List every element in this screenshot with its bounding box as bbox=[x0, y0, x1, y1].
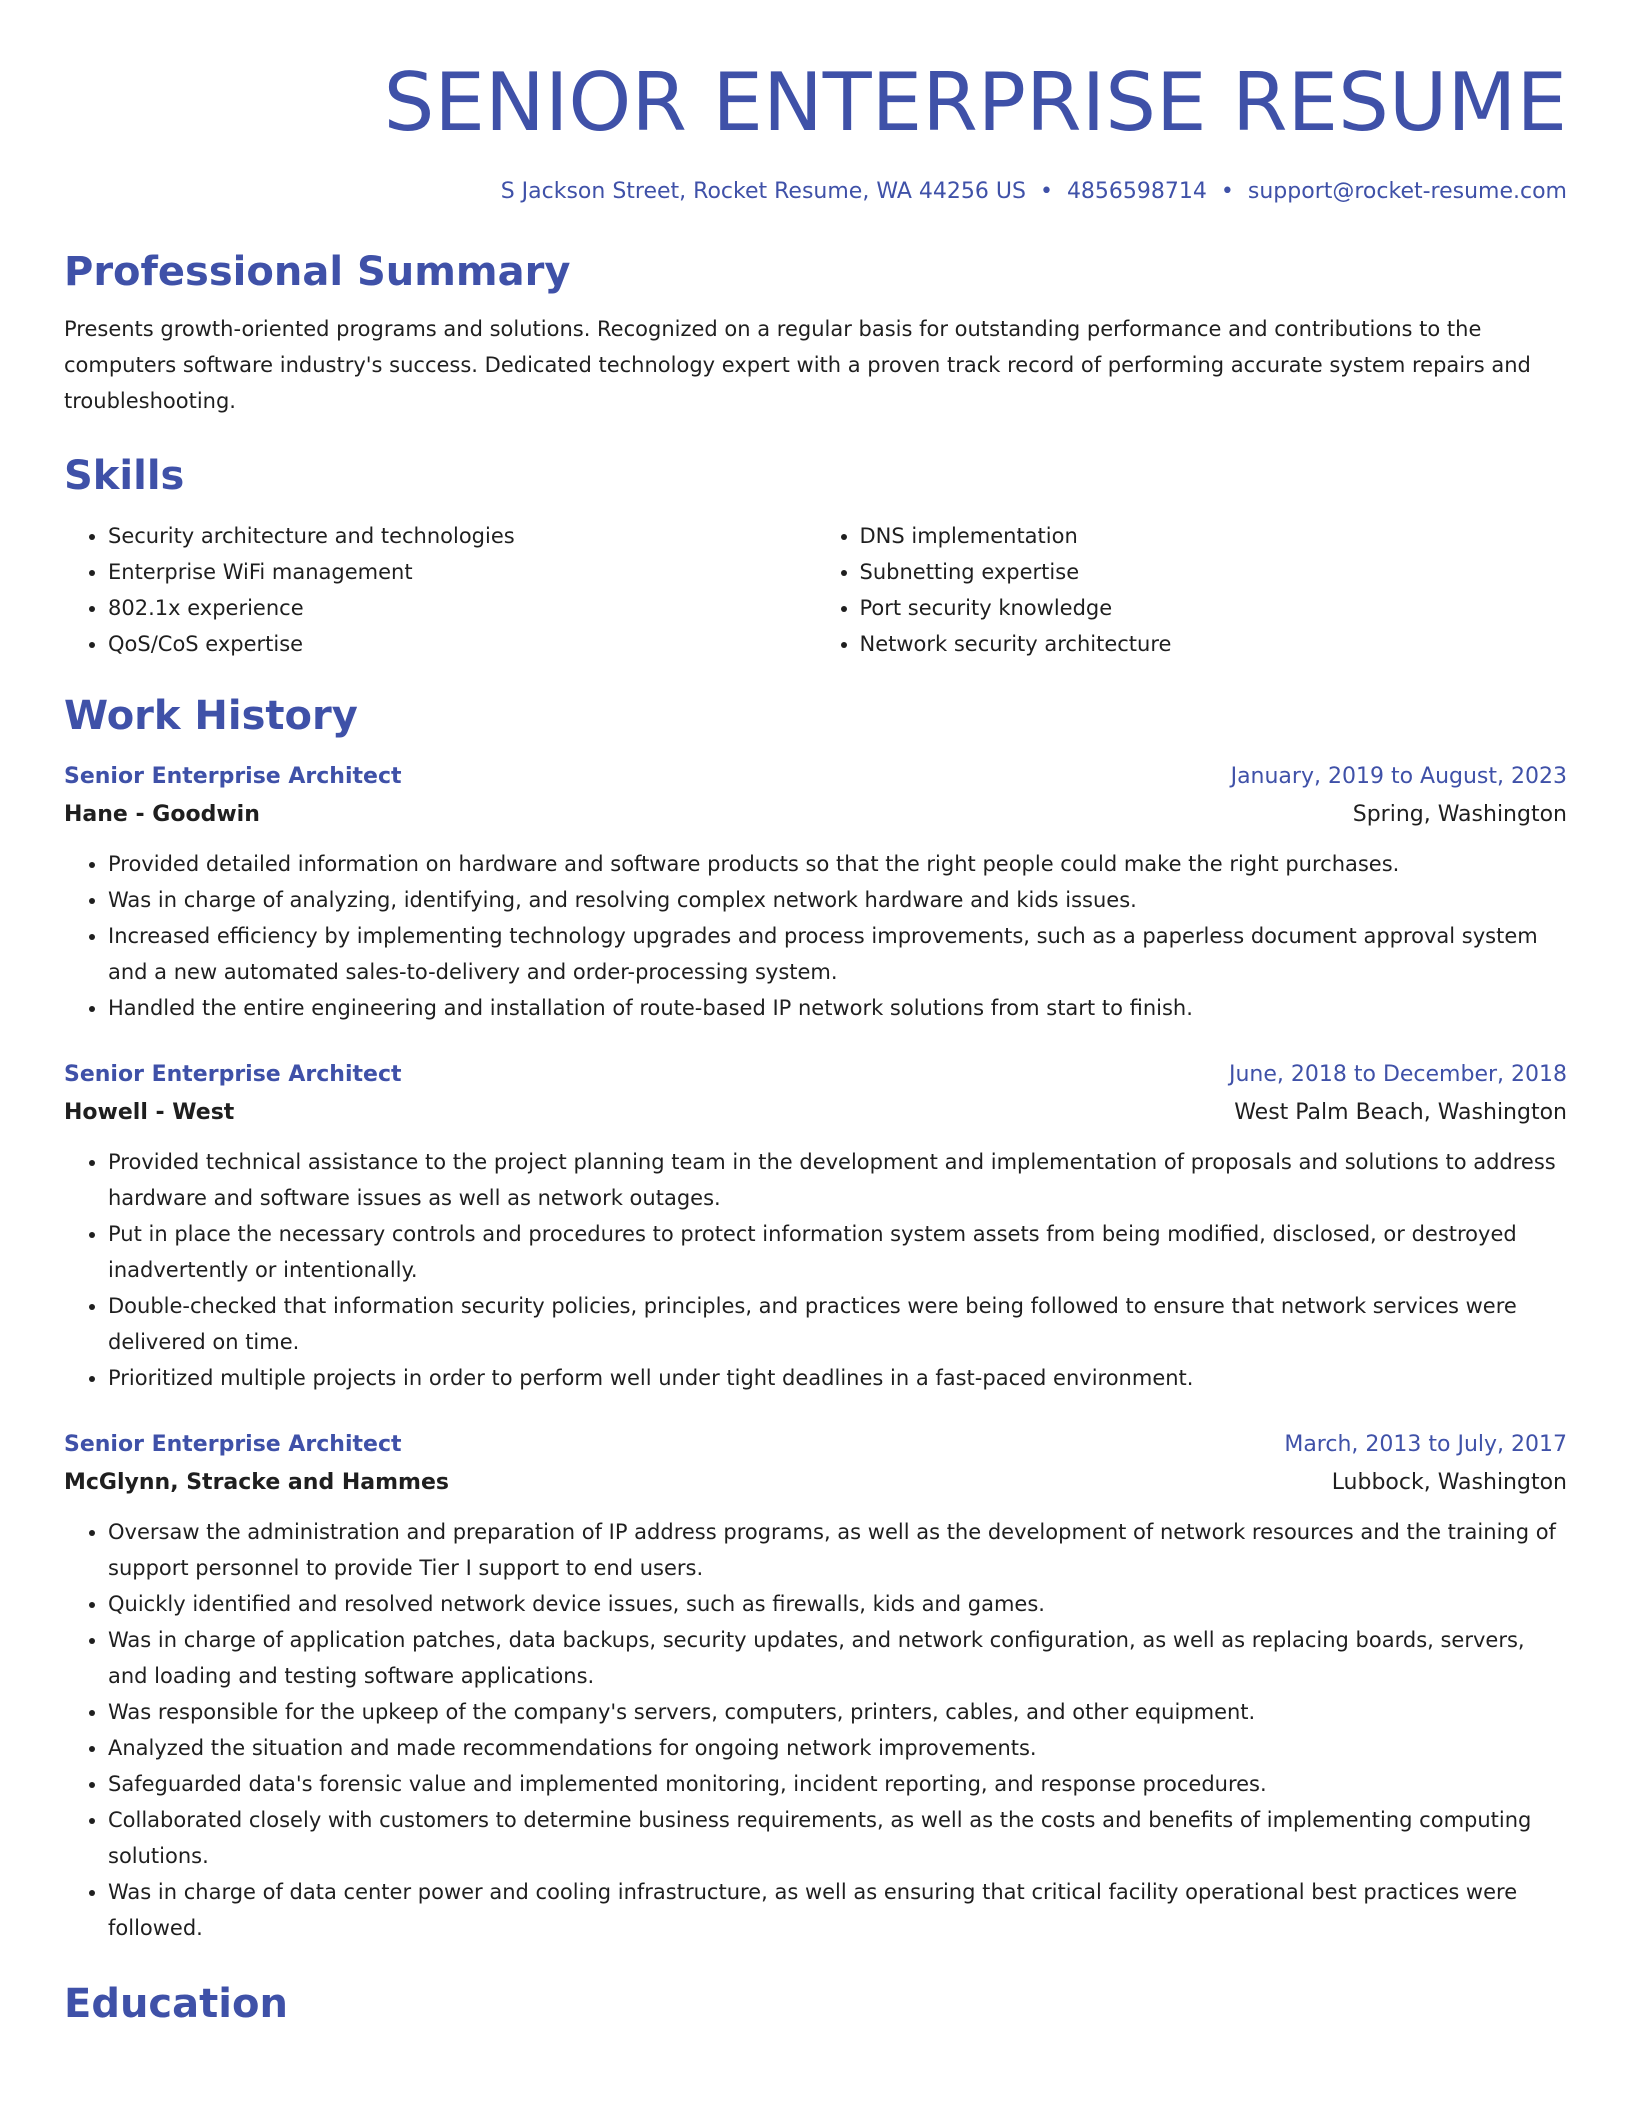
job-bullet: • Quickly identified and resolved network device issues, such as firewalls, kids and games. bbox=[108, 1586, 1567, 1622]
contact-address: S Jackson Street, Rocket Resume, WA 44256 US bbox=[500, 179, 1026, 204]
job-dates: March, 2013 to July, 2017 bbox=[1284, 1432, 1567, 1457]
job-header-row bbox=[64, 1056, 1567, 1094]
summary-text: Presents growth-oriented programs and solutions. Recognized on a regular basis for outstanding performance and contributions to the computers software industry's success. Dedicated technology expert with a proven track record of performing accurate system repairs and troubleshooting. bbox=[64, 317, 1531, 413]
work-history-heading: Work History bbox=[64, 693, 358, 739]
contact-line bbox=[64, 181, 1567, 203]
skills-grid bbox=[64, 518, 1567, 662]
job-bullet: • Oversaw the administration and preparation of IP address programs, as well as the development of network resources and the training of support personnel to provide Tier I support to end users. bbox=[108, 1514, 1567, 1586]
job-company-row bbox=[64, 1094, 1567, 1132]
contact-separator: • bbox=[1220, 179, 1234, 204]
contact-email: support@rocket-resume.com bbox=[1247, 179, 1567, 204]
job-location: West Palm Beach, Washington bbox=[1234, 1100, 1567, 1125]
job-company-row bbox=[64, 1464, 1567, 1502]
skill-item: • Security architecture and technologies bbox=[108, 518, 816, 554]
job-title: Senior Enterprise Architect bbox=[64, 764, 402, 789]
job-bullet-list bbox=[64, 846, 1567, 1026]
job-location: Lubbock, Washington bbox=[1331, 1470, 1567, 1495]
job-bullet: • Analyzed the situation and made recommendations for ongoing network improvements. bbox=[108, 1730, 1567, 1766]
job-bullet: • Handled the entire engineering and installation of route-based IP network solutions from start to finish. bbox=[108, 990, 1567, 1026]
job-title: Senior Enterprise Architect bbox=[64, 1432, 402, 1457]
job-entry bbox=[64, 1056, 1567, 1396]
job-company: McGlynn, Stracke and Hammes bbox=[64, 1470, 449, 1495]
skill-item: • Network security architecture bbox=[860, 626, 1568, 662]
job-bullet: • Prioritized multiple projects in order to perform well under tight deadlines in a fast-paced environment. bbox=[108, 1360, 1567, 1396]
skill-item: • Subnetting expertise bbox=[860, 554, 1568, 590]
job-header-row bbox=[64, 758, 1567, 796]
skills-list-left bbox=[64, 518, 816, 662]
job-bullet-list bbox=[64, 1144, 1567, 1396]
work-history-list bbox=[64, 758, 1567, 1946]
education-heading: Education bbox=[64, 1981, 288, 2027]
summary-heading: Professional Summary bbox=[64, 249, 571, 295]
job-bullet-list bbox=[64, 1514, 1567, 1946]
job-bullet: • Was in charge of analyzing, identifying, and resolving complex network hardware and kids issues. bbox=[108, 882, 1567, 918]
job-dates: June, 2018 to December, 2018 bbox=[1228, 1062, 1567, 1087]
job-title: Senior Enterprise Architect bbox=[64, 1062, 402, 1087]
contact-phone: 4856598714 bbox=[1066, 179, 1207, 204]
skill-item: • QoS/CoS expertise bbox=[108, 626, 816, 662]
job-bullet: • Was in charge of application patches, data backups, security updates, and network configuration, as well as replacing boards, servers, and loading and testing software applications. bbox=[108, 1622, 1567, 1694]
skill-item: • DNS implementation bbox=[860, 518, 1568, 554]
resume-title: SENIOR ENTERPRISE RESUME bbox=[383, 56, 1567, 149]
job-location: Spring, Washington bbox=[1352, 802, 1567, 827]
job-bullet: • Increased efficiency by implementing technology upgrades and process improvements, such as a paperless document approval system and a new automated sales-to-delivery and order-processing system. bbox=[108, 918, 1567, 990]
job-company-row bbox=[64, 796, 1567, 834]
job-bullet: • Was in charge of data center power and cooling infrastructure, as well as ensuring that critical facility operational best practices were followed. bbox=[108, 1874, 1567, 1946]
job-bullet: • Safeguarded data's forensic value and implemented monitoring, incident reporting, and response procedures. bbox=[108, 1766, 1567, 1802]
skill-item: • Enterprise WiFi management bbox=[108, 554, 816, 590]
job-company: Hane - Goodwin bbox=[64, 802, 260, 827]
contact-separator: • bbox=[1039, 179, 1053, 204]
job-bullet: • Provided detailed information on hardware and software products so that the right people could make the right purchases. bbox=[108, 846, 1567, 882]
job-company: Howell - West bbox=[64, 1100, 235, 1125]
job-entry bbox=[64, 758, 1567, 1026]
skills-heading: Skills bbox=[64, 453, 185, 499]
job-bullet: • Put in place the necessary controls and procedures to protect information system assets from being modified, disclosed, or destroyed inadvertently or intentionally. bbox=[108, 1216, 1567, 1288]
job-bullet: • Double-checked that information security policies, principles, and practices were being followed to ensure that network services were delivered on time. bbox=[108, 1288, 1567, 1360]
job-bullet: • Collaborated closely with customers to determine business requirements, as well as the costs and benefits of implementing computing solutions. bbox=[108, 1802, 1567, 1874]
job-bullet: • Provided technical assistance to the project planning team in the development and implementation of proposals and solutions to address hardware and software issues as well as network outages. bbox=[108, 1144, 1567, 1216]
resume-page bbox=[64, 0, 1567, 2027]
job-entry bbox=[64, 1426, 1567, 1946]
skill-item: • 802.1x experience bbox=[108, 590, 816, 626]
skill-item: • Port security knowledge bbox=[860, 590, 1568, 626]
job-bullet: • Was responsible for the upkeep of the company's servers, computers, printers, cables, and other equipment. bbox=[108, 1694, 1567, 1730]
skills-list-right bbox=[816, 518, 1568, 662]
job-header-row bbox=[64, 1426, 1567, 1464]
job-dates: January, 2019 to August, 2023 bbox=[1230, 764, 1567, 789]
